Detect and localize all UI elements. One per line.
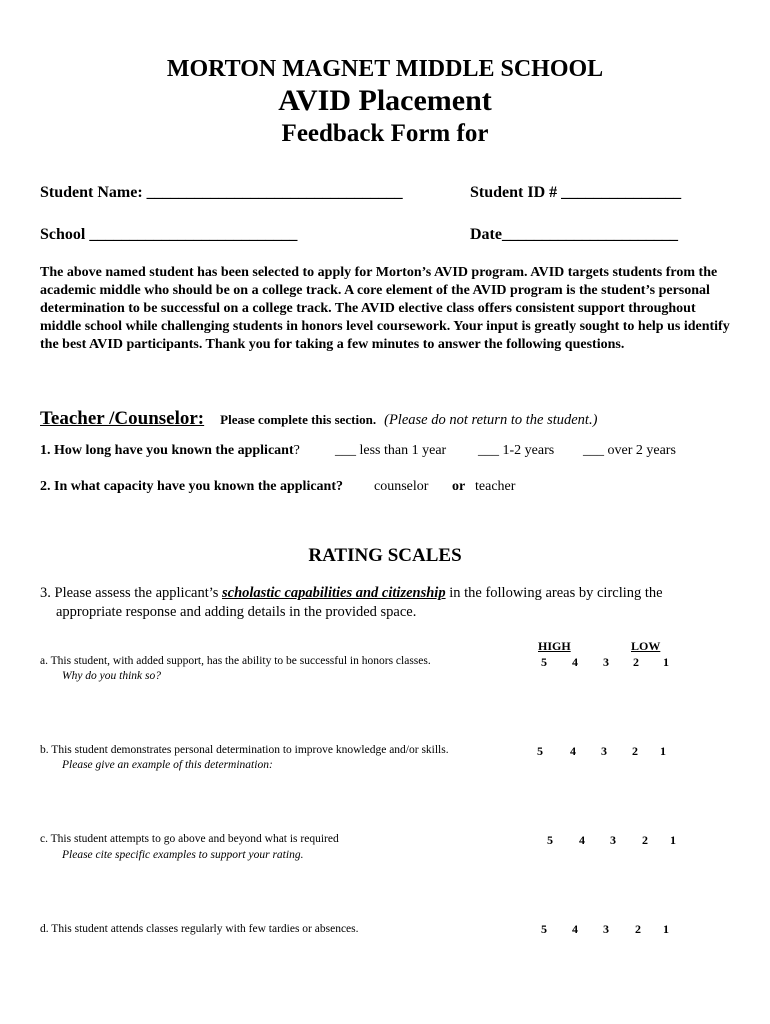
school-field[interactable]: School __________________________ (40, 226, 298, 243)
item-d-score-2[interactable]: 2 (635, 922, 641, 936)
item-d-score-5[interactable]: 5 (541, 922, 547, 936)
date-field[interactable]: Date______________________ (470, 226, 678, 243)
item-a-score-3[interactable]: 3 (603, 655, 609, 669)
rating-intro-emph: scholastic capabilities and citizenship (222, 585, 446, 601)
item-b-score-4[interactable]: 4 (570, 744, 576, 758)
q1-option-less-than-1[interactable]: ___ less than 1 year (335, 443, 447, 458)
item-c-score-5[interactable]: 5 (547, 833, 553, 847)
item-c-score-4[interactable]: 4 (579, 833, 585, 847)
rating-instructions (40, 584, 720, 622)
q2-option-counselor[interactable]: counselor (374, 479, 429, 494)
section-note: (Please do not return to the student.) (384, 412, 598, 428)
rating-intro-line2: appropriate response and adding details in the provided space. (56, 604, 417, 620)
item-d-score-1[interactable]: 1 (663, 922, 669, 936)
item-c-text: c. This student attempts to go above and beyond what is required (40, 833, 339, 845)
question-1 (40, 443, 300, 459)
section-instruction: Please complete this section. (220, 412, 377, 427)
item-d-score-3[interactable]: 3 (603, 922, 609, 936)
q1-option-over-2[interactable]: ___ over 2 years (583, 443, 676, 458)
q2-text: 2. In what capacity have you known the applicant? (40, 479, 343, 494)
program-title: AVID Placement (278, 84, 492, 117)
q1-option-1-2[interactable]: ___ 1-2 years (478, 443, 555, 458)
rating-scales-title: RATING SCALES (308, 545, 462, 566)
rating-intro-post: in the following areas by circling the (449, 585, 663, 601)
q2-or: or (452, 479, 466, 494)
student-id-field[interactable]: Student ID # _______________ (470, 184, 682, 201)
item-c-score-1[interactable]: 1 (670, 833, 676, 847)
intro-paragraph: The above named student has been selected to apply for Morton’s AVID program. AVID targets students from the academic middle who should be on a college track. A core element of the AVID program is the student’s personal determination to be successful on a college track. The AVID elective class offers consistent support throughout middle school while challenging students in honors level coursework. Your input is greatly sought to help us identify the best AVID participants. Thank you for taking a few minutes to answer the following questions. (40, 265, 730, 352)
student-name-field[interactable]: Student Name: ________________________________ (40, 184, 403, 201)
question-2 (40, 479, 343, 495)
item-a-score-5[interactable]: 5 (541, 655, 547, 669)
item-b-score-3[interactable]: 3 (601, 744, 607, 758)
item-a-score-1[interactable]: 1 (663, 655, 669, 669)
item-c-score-2[interactable]: 2 (642, 833, 648, 847)
item-d-score-4[interactable]: 4 (572, 922, 578, 936)
teacher-counselor-label: Teacher /Counselor: (40, 408, 205, 429)
item-b-score-5[interactable]: 5 (537, 744, 543, 758)
item-c-score-3[interactable]: 3 (610, 833, 616, 847)
item-d-text: d. This student attends classes regularly with few tardies or absences. (40, 923, 359, 935)
low-label: LOW (631, 639, 661, 653)
item-a-score-2[interactable]: 2 (633, 655, 639, 669)
q1-text: 1. How long have you known the applicant (40, 443, 294, 458)
item-b-prompt: Please give an example of this determination: (62, 759, 273, 771)
item-a-score-4[interactable]: 4 (572, 655, 578, 669)
item-b-score-1[interactable]: 1 (660, 744, 666, 758)
item-a-prompt: Why do you think so? (62, 670, 162, 682)
item-c-prompt: Please cite specific examples to support your rating. (62, 849, 304, 861)
high-label: HIGH (538, 639, 571, 653)
form-title: Feedback Form for (281, 120, 489, 147)
teacher-section-header (40, 408, 597, 430)
q2-option-teacher[interactable]: teacher (475, 479, 516, 494)
school-name: MORTON MAGNET MIDDLE SCHOOL (166, 56, 604, 82)
q1-qmark: ? (293, 443, 300, 458)
item-b-score-2[interactable]: 2 (632, 744, 638, 758)
item-a-text: a. This student, with added support, has the ability to be successful in honors classes. (40, 655, 431, 667)
rating-intro-pre: 3. Please assess the applicant’s (40, 585, 219, 601)
item-b-text: b. This student demonstrates personal determination to improve knowledge and/or skills. (40, 744, 449, 756)
